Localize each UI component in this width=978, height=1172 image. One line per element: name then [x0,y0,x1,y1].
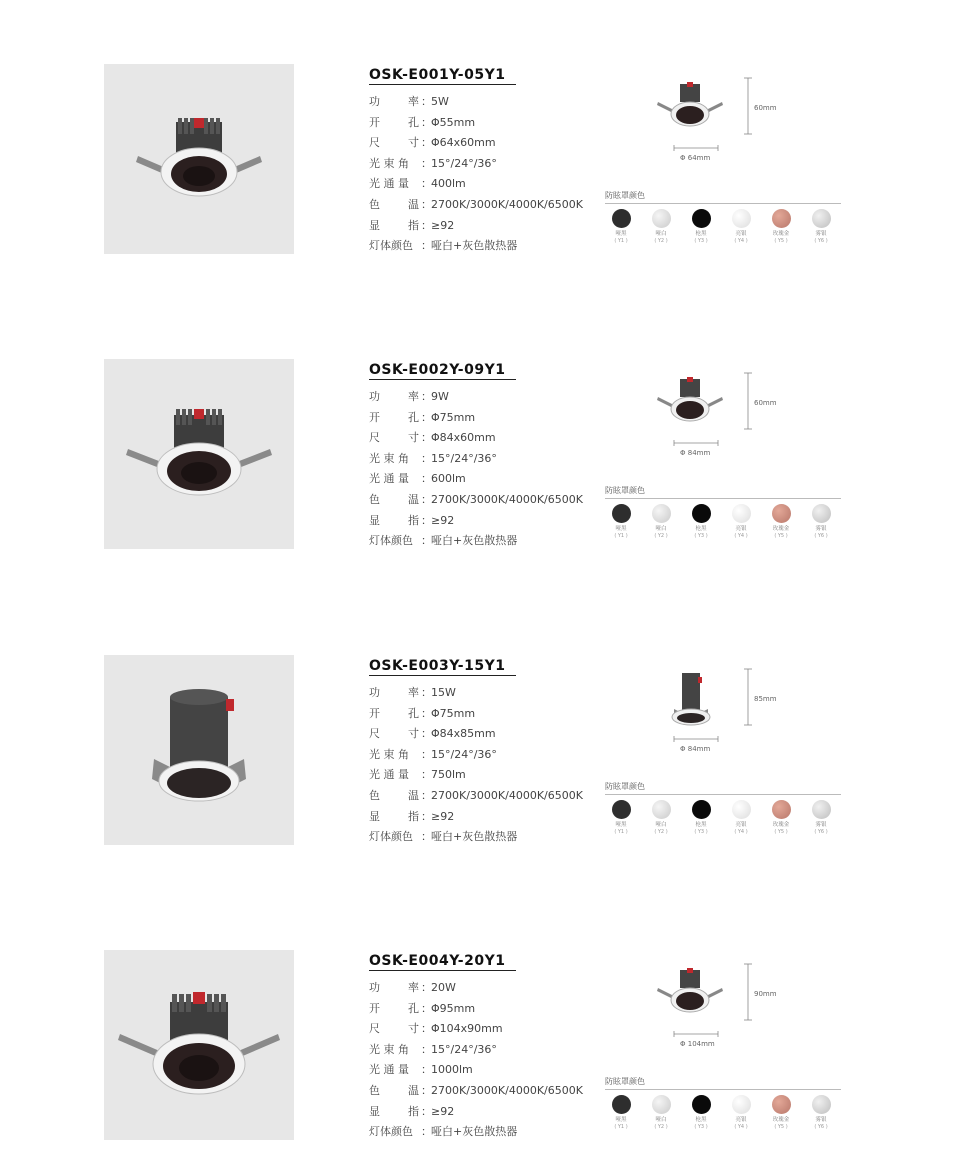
dimension-height: 90mm [754,990,777,998]
swatch-y1: 哑黑 ( Y1 ) [605,209,637,245]
dimension-drawing [650,665,790,755]
swatch-y2: 哑白 ( Y2 ) [645,504,677,540]
spec-cri: 显 指 ： ≥92 [369,513,455,527]
swatch-dot [812,504,831,523]
color-swatches [605,209,845,254]
dimension-drawing [650,74,790,164]
dimension-drawing [650,369,790,459]
spec-size: 尺 寸 ： Φ84x60mm [369,431,496,445]
color-section-divider [605,203,841,204]
swatch-dot [692,800,711,819]
model-number: OSK-E003Y-15Y1 [369,658,506,674]
spec-beam-angle: 光 束 角 ： 15°/24°/36° [369,747,497,761]
downlight-image [104,655,294,845]
spec-power: 功 率 ： 5W [369,95,449,108]
swatch-dot [652,1095,671,1114]
spec-cutout: 开 孔 ： Φ75mm [369,706,476,720]
dimension-width: Φ 84mm [680,449,711,457]
spec-color-temp: 色 温 ： 2700K/3000K/4000K/6500K [369,197,583,211]
spec-beam-angle: 光 束 角 ： 15°/24°/36° [369,156,497,170]
swatch-y4: 亮银 ( Y4 ) [725,1095,757,1131]
swatch-dot [812,209,831,228]
color-section-title: 防眩罩颜色 [605,1077,645,1086]
swatch-dot [812,1095,831,1114]
swatch-dot [652,209,671,228]
product-photo [104,950,294,1140]
spec-cri: 显 指 ： ≥92 [369,218,455,232]
color-section-divider [605,794,841,795]
model-number: OSK-E004Y-20Y1 [369,953,506,969]
spec-power: 功 率 ： 20W [369,981,456,994]
product-card [0,655,978,855]
downlight-image [104,950,294,1140]
swatch-dot [732,1095,751,1114]
color-swatches [605,1095,845,1140]
swatch-y2: 哑白 ( Y2 ) [645,800,677,836]
swatch-dot [612,504,631,523]
model-underline [369,675,516,676]
swatch-y5: 玫瑰金 ( Y5 ) [765,1095,797,1131]
spec-list [369,387,599,552]
swatch-y3: 枪黑 ( Y3 ) [685,800,717,836]
swatch-dot [732,209,751,228]
swatch-dot [652,504,671,523]
swatch-y1: 哑黑 ( Y1 ) [605,1095,637,1131]
swatch-y3: 枪黑 ( Y3 ) [685,1095,717,1131]
product-card [0,950,978,1150]
spec-cri: 显 指 ： ≥92 [369,809,455,823]
dimension-width: Φ 64mm [680,154,711,162]
spec-list [369,683,599,848]
swatch-dot [612,209,631,228]
color-section-divider [605,498,841,499]
swatch-y3: 枪黑 ( Y3 ) [685,504,717,540]
swatch-dot [812,800,831,819]
spec-body-color: 灯体颜色 ： 哑白+灰色散热器 [369,239,518,253]
spec-luminous-flux: 光 通 量 ： 1000lm [369,1063,473,1077]
spec-body-color: 灯体颜色 ： 哑白+灰色散热器 [369,534,518,548]
spec-size: 尺 寸 ： Φ84x85mm [369,727,496,741]
spec-body-color: 灯体颜色 ： 哑白+灰色散热器 [369,830,518,844]
spec-cutout: 开 孔 ： Φ95mm [369,1001,476,1015]
spec-color-temp: 色 温 ： 2700K/3000K/4000K/6500K [369,492,583,506]
color-swatches [605,800,845,845]
swatch-y1: 哑黑 ( Y1 ) [605,800,637,836]
spec-cri: 显 指 ： ≥92 [369,1104,455,1118]
spec-size: 尺 寸 ： Φ104x90mm [369,1022,503,1036]
swatch-y5: 玫瑰金 ( Y5 ) [765,504,797,540]
swatch-y6: 雾银 ( Y6 ) [805,504,837,540]
swatch-dot [652,800,671,819]
swatch-dot [692,1095,711,1114]
swatch-dot [692,209,711,228]
swatch-y4: 亮银 ( Y4 ) [725,504,757,540]
swatch-dot [772,504,791,523]
product-card [0,64,978,264]
swatch-y6: 雾银 ( Y6 ) [805,1095,837,1131]
swatch-y5: 玫瑰金 ( Y5 ) [765,800,797,836]
dimension-height: 60mm [754,399,777,407]
color-section-title: 防眩罩颜色 [605,782,645,791]
dimension-width: Φ 84mm [680,745,711,753]
product-photo [104,655,294,845]
spec-cutout: 开 孔 ： Φ75mm [369,410,476,424]
spec-power: 功 率 ： 9W [369,390,449,403]
dimension-height: 85mm [754,695,777,703]
swatch-y6: 雾银 ( Y6 ) [805,800,837,836]
swatch-y2: 哑白 ( Y2 ) [645,209,677,245]
spec-beam-angle: 光 束 角 ： 15°/24°/36° [369,1042,497,1056]
swatch-dot [772,209,791,228]
swatch-dot [692,504,711,523]
color-section-title: 防眩罩颜色 [605,486,645,495]
spec-power: 功 率 ： 15W [369,686,456,699]
dimension-width: Φ 104mm [680,1040,715,1048]
downlight-image [104,64,294,254]
swatch-dot [612,1095,631,1114]
spec-beam-angle: 光 束 角 ： 15°/24°/36° [369,451,497,465]
dimension-height: 60mm [754,104,777,112]
model-number: OSK-E002Y-09Y1 [369,362,506,378]
downlight-image [104,359,294,549]
swatch-y4: 亮银 ( Y4 ) [725,209,757,245]
swatch-dot [772,800,791,819]
color-section-divider [605,1089,841,1090]
spec-luminous-flux: 光 通 量 ： 600lm [369,472,466,486]
swatch-y4: 亮银 ( Y4 ) [725,800,757,836]
spec-cutout: 开 孔 ： Φ55mm [369,115,476,129]
swatch-dot [772,1095,791,1114]
color-section-title: 防眩罩颜色 [605,191,645,200]
swatch-dot [732,800,751,819]
product-photo [104,64,294,254]
swatch-y3: 枪黑 ( Y3 ) [685,209,717,245]
product-card [0,359,978,559]
model-underline [369,379,516,380]
model-underline [369,970,516,971]
product-photo [104,359,294,549]
spec-size: 尺 寸 ： Φ64x60mm [369,136,496,150]
spec-color-temp: 色 温 ： 2700K/3000K/4000K/6500K [369,788,583,802]
spec-color-temp: 色 温 ： 2700K/3000K/4000K/6500K [369,1083,583,1097]
swatch-dot [612,800,631,819]
spec-list [369,92,599,257]
dimension-drawing [650,960,790,1050]
spec-luminous-flux: 光 通 量 ： 750lm [369,768,466,782]
swatch-y6: 雾银 ( Y6 ) [805,209,837,245]
model-underline [369,84,516,85]
swatch-y1: 哑黑 ( Y1 ) [605,504,637,540]
swatch-dot [732,504,751,523]
color-swatches [605,504,845,549]
spec-luminous-flux: 光 通 量 ： 400lm [369,177,466,191]
spec-list [369,978,599,1143]
spec-body-color: 灯体颜色 ： 哑白+灰色散热器 [369,1125,518,1139]
model-number: OSK-E001Y-05Y1 [369,67,506,83]
swatch-y5: 玫瑰金 ( Y5 ) [765,209,797,245]
swatch-y2: 哑白 ( Y2 ) [645,1095,677,1131]
